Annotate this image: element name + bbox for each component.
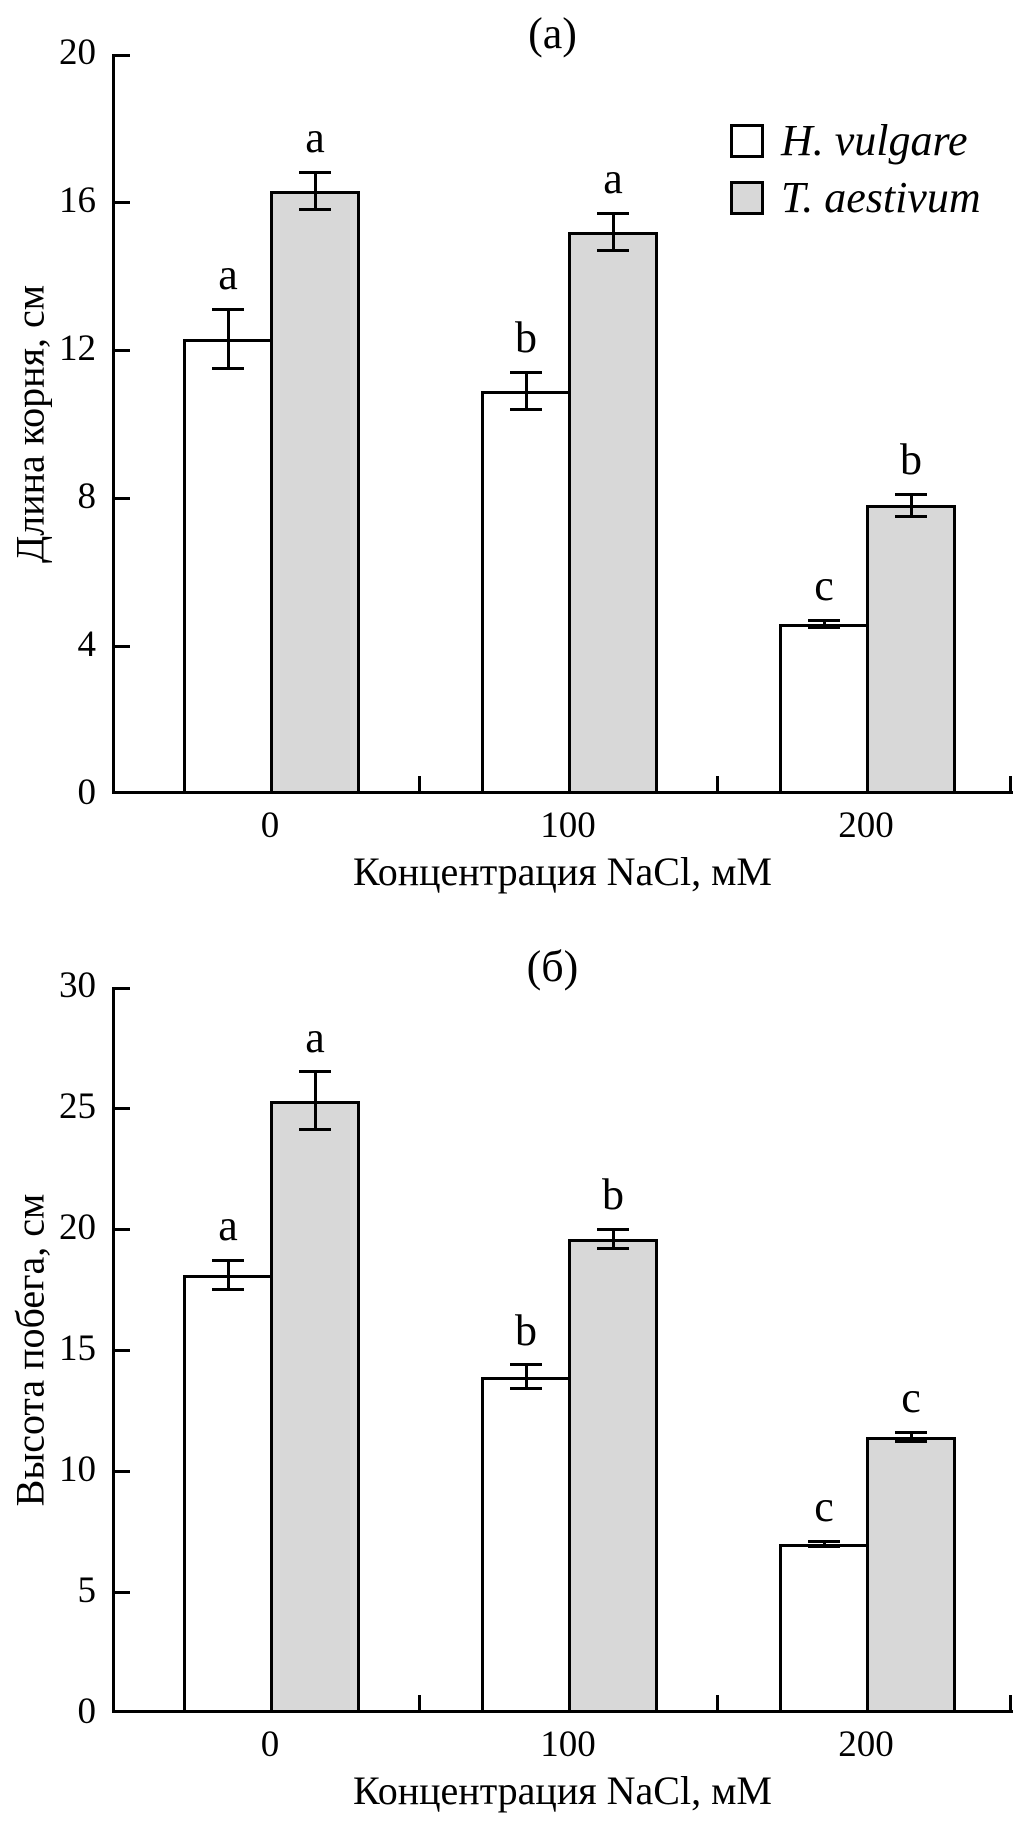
error-cap-top	[212, 308, 244, 311]
y-tick-label: 20	[59, 1206, 96, 1248]
x-category-label-0: 0	[260, 1724, 280, 1765]
legend-label-h-vulgare: H. vulgare	[781, 116, 968, 165]
error-cap-bottom	[808, 1545, 840, 1548]
error-cap-bottom	[597, 249, 629, 252]
significance-letter-t-aestivum-0: a	[305, 113, 325, 163]
y-tick-label: 16	[59, 179, 96, 221]
x-tick	[716, 1695, 719, 1710]
error-bar-t-aestivum-0	[314, 1072, 317, 1130]
error-bar-h-vulgare-0	[227, 1260, 230, 1289]
y-tick-label: 5	[77, 1569, 96, 1611]
y-tick	[115, 987, 130, 990]
significance-letter-t-aestivum-200: c	[901, 1373, 921, 1423]
error-cap-top	[808, 1540, 840, 1543]
panel-b-plot-area	[59, 964, 1013, 1765]
legend	[730, 116, 1010, 254]
y-tick	[115, 54, 130, 57]
error-cap-top	[299, 1070, 331, 1073]
x-category-label-200: 200	[838, 805, 894, 846]
y-tick-label: 0	[77, 771, 96, 813]
y-tick	[115, 1470, 130, 1473]
panel-a-title: (а)	[528, 9, 577, 58]
error-cap-top	[597, 1228, 629, 1231]
error-cap-bottom	[510, 1387, 542, 1390]
x-category-label-100: 100	[540, 1724, 596, 1765]
error-cap-top	[299, 171, 331, 174]
legend-item-h-vulgare	[730, 116, 968, 165]
significance-letter-h-vulgare-0: a	[218, 1201, 238, 1251]
y-tick-label: 15	[59, 1327, 96, 1369]
error-cap-bottom	[597, 1247, 629, 1250]
significance-letter-h-vulgare-200: c	[814, 1482, 834, 1532]
error-cap-bottom	[299, 208, 331, 211]
error-bar-h-vulgare-100	[525, 1365, 528, 1389]
significance-letter-t-aestivum-100: b	[602, 1170, 624, 1219]
legend-swatch-t-aestivum	[730, 181, 764, 215]
significance-letter-t-aestivum-0: a	[305, 1012, 325, 1062]
error-cap-top	[895, 493, 927, 496]
x-tick	[716, 776, 719, 791]
y-tick	[115, 1107, 130, 1110]
y-tick	[115, 1349, 130, 1352]
legend-swatch-h-vulgare	[730, 124, 764, 158]
x-tick	[418, 1695, 421, 1710]
y-tick-label: 0	[77, 1690, 96, 1732]
x-category-label-0: 0	[260, 805, 280, 846]
bar-h-vulgare-200	[779, 1544, 869, 1713]
panel-a-y-axis-title: Длина корня, см	[7, 284, 53, 564]
y-tick-label: 4	[77, 623, 96, 665]
error-bar-t-aestivum-0	[314, 172, 317, 209]
error-bar-h-vulgare-100	[525, 372, 528, 409]
bar-t-aestivum-200	[866, 1437, 956, 1713]
y-tick-label: 30	[59, 964, 96, 1006]
y-tick	[115, 201, 130, 204]
error-cap-bottom	[299, 1128, 331, 1131]
x-category-label-200: 200	[838, 1724, 894, 1765]
bar-t-aestivum-0	[270, 1101, 360, 1713]
error-cap-top	[597, 212, 629, 215]
bar-h-vulgare-100	[481, 1377, 571, 1713]
error-cap-bottom	[808, 626, 840, 629]
y-tick-label: 12	[59, 327, 96, 369]
y-tick-label: 8	[77, 475, 96, 517]
panel-b-x-axis-title: Концентрация NaCl, мМ	[353, 1768, 772, 1813]
y-tick	[115, 1591, 130, 1594]
bar-t-aestivum-100	[568, 1239, 658, 1713]
legend-label-t-aestivum: T. aestivum	[781, 173, 981, 222]
y-tick-label: 10	[59, 1448, 96, 1490]
significance-letter-h-vulgare-100: b	[515, 313, 537, 363]
error-cap-top	[895, 1431, 927, 1434]
y-tick	[115, 1228, 130, 1231]
y-tick	[115, 349, 130, 352]
error-cap-top	[808, 619, 840, 622]
error-cap-bottom	[895, 515, 927, 518]
error-bar-t-aestivum-100	[612, 1229, 615, 1248]
bar-t-aestivum-0	[270, 191, 360, 794]
x-category-label-100: 100	[540, 805, 596, 846]
bar-h-vulgare-0	[183, 1275, 273, 1713]
significance-letter-h-vulgare-100: b	[515, 1305, 537, 1355]
panel-b-y-axis-title: Высота побега, см	[7, 1193, 53, 1507]
error-cap-top	[510, 1363, 542, 1366]
bar-h-vulgare-100	[481, 391, 571, 794]
x-tick	[1009, 776, 1012, 791]
significance-letter-t-aestivum-100: a	[603, 154, 623, 204]
y-tick	[115, 645, 130, 648]
y-axis-line	[112, 54, 115, 794]
panel-a-plot-area	[59, 31, 1013, 846]
x-tick	[418, 776, 421, 791]
error-cap-top	[212, 1259, 244, 1262]
y-tick-label: 20	[59, 31, 96, 73]
bar-h-vulgare-200	[779, 624, 869, 794]
bar-t-aestivum-200	[866, 505, 956, 794]
error-bar-t-aestivum-200	[910, 494, 913, 516]
y-tick-label: 25	[59, 1085, 96, 1127]
error-cap-bottom	[510, 408, 542, 411]
panel-a-x-axis-title: Концентрация NaCl, мМ	[353, 849, 772, 894]
error-cap-bottom	[895, 1440, 927, 1443]
panel-b-title: (б)	[526, 942, 579, 991]
significance-letter-h-vulgare-0: a	[218, 250, 238, 300]
bar-h-vulgare-0	[183, 339, 273, 794]
error-cap-top	[510, 371, 542, 374]
significance-letter-h-vulgare-200: c	[814, 561, 834, 611]
error-bar-t-aestivum-100	[612, 213, 615, 250]
error-cap-bottom	[212, 367, 244, 370]
y-tick	[115, 497, 130, 500]
error-bar-h-vulgare-0	[227, 309, 230, 368]
error-cap-bottom	[212, 1288, 244, 1291]
significance-letter-t-aestivum-200: b	[900, 435, 922, 485]
x-tick	[1009, 1695, 1012, 1710]
bar-t-aestivum-100	[568, 232, 658, 794]
legend-item-t-aestivum	[730, 173, 981, 222]
